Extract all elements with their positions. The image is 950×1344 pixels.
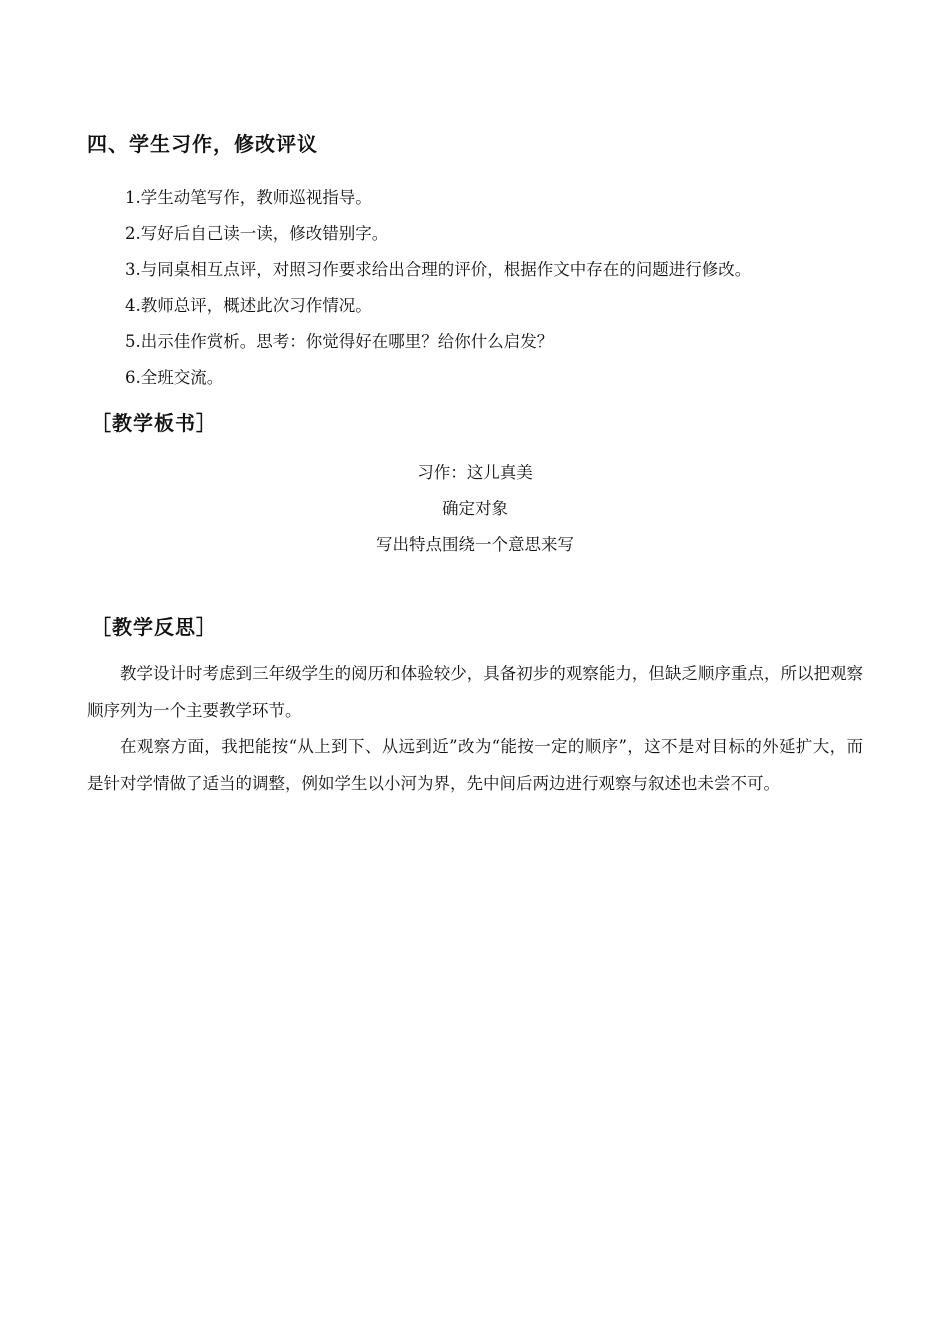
board-heading: ［教学板书］ [91, 411, 217, 435]
board-line: 写出特点围绕一个意思来写 [376, 535, 574, 554]
reflection-body [87, 656, 863, 802]
board-line: 确定对象 [442, 499, 508, 518]
list-item: 2.写好后自己读一读，修改错别字。 [125, 224, 389, 243]
section-title: 四、学生习作，修改评议 [87, 132, 318, 156]
board-line-title: 习作：这儿真美 [417, 463, 533, 482]
reflection-heading: ［教学反思］ [91, 615, 217, 639]
list-item: 6.全班交流。 [125, 368, 224, 387]
blackboard-summary [0, 455, 950, 563]
list-item: 4.教师总评，概述此次习作情况。 [125, 296, 372, 315]
list-item: 5.出示佳作赏析。思考：你觉得好在哪里？给你什么启发？ [125, 332, 554, 351]
list-item: 3.与同桌相互点评，对照习作要求给出合理的评价，根据作文中存在的问题进行修改。 [125, 260, 752, 279]
reflection-paragraph: 在观察方面，我把能按“从上到下、从远到近”改为“能按一定的顺序”，这不是对目标的外延扩大，而是针对学情做了适当的调整，例如学生以小河为界，先中间后两边进行观察与叙述也未尝不可。 [87, 737, 863, 793]
reflection-paragraph: 教学设计时考虑到三年级学生的阅历和体验较少，具备初步的观察能力，但缺乏顺序重点，所以把观察顺序列为一个主要教学环节。 [87, 664, 863, 720]
step-list [125, 180, 751, 396]
list-item: 1.学生动笔写作，教师巡视指导。 [125, 188, 372, 207]
